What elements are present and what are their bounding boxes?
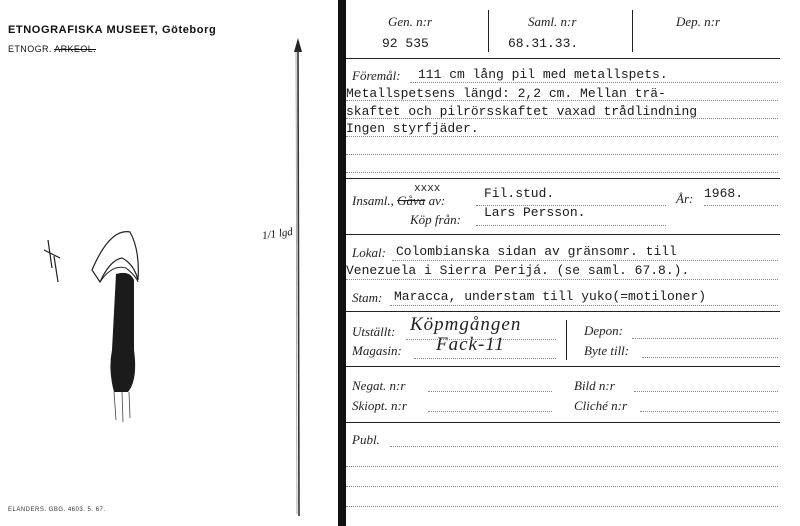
insaml-overtype: xxxx [414, 183, 441, 195]
header-rule [346, 58, 780, 59]
kop-label: Köp från: [410, 212, 461, 227]
stam-label: Stam: [352, 290, 383, 305]
bild-dotline [634, 391, 778, 392]
publ-dotline [346, 506, 778, 507]
insaml-dotline [476, 205, 666, 206]
lokal-line-1: Colombianska sidan av gränsomr. till [396, 244, 677, 259]
utstallt-label: Utställt: [352, 324, 396, 339]
cliche-dotline [640, 411, 778, 412]
skiopt-dotline [428, 411, 552, 412]
insaml-value-2: Lars Persson. [484, 205, 586, 220]
stam-dotline [390, 305, 778, 306]
department-line [8, 44, 96, 54]
ar-label: År: [676, 191, 694, 206]
lokal-dotline [346, 279, 778, 280]
gen-label: Gen. n:r [388, 14, 433, 29]
insaml-rule [346, 234, 780, 235]
arrow-shaft-sketch [290, 38, 310, 518]
foremal-dotline [346, 118, 778, 119]
bild-label: Bild n:r [574, 378, 615, 393]
foremal-dotline [346, 136, 778, 137]
depon-dotline [632, 338, 778, 339]
header-sep-1 [488, 10, 489, 52]
lokal-label: Lokal: [352, 245, 386, 260]
publ-dotline [346, 486, 778, 487]
saml-label: Saml. n:r [528, 14, 577, 29]
foremal-dotline [346, 100, 778, 101]
publ-dotline [390, 446, 778, 447]
dep-label: Dep. n:r [676, 14, 721, 29]
cliche-label: Cliché n:r [574, 398, 628, 413]
length-annotation: 1/1 lgd [261, 225, 294, 243]
gen-value: 92 535 [382, 36, 429, 51]
byte-dotline [642, 357, 778, 358]
stam-rule [346, 311, 780, 312]
insaml-label [352, 193, 445, 209]
dept-prefix: ETNOGR. [8, 44, 52, 54]
insaml-prefix: Insaml., [352, 193, 394, 208]
dept-struck: ARKEOL. [54, 44, 97, 54]
depon-label: Depon: [584, 323, 623, 338]
foremal-dotline [410, 82, 778, 83]
header-sep-2 [632, 10, 633, 52]
foremal-dotline [346, 154, 778, 155]
stam-value: Maracca, understam till yuko(=motiloner) [394, 289, 707, 304]
foremal-rule [346, 178, 780, 179]
printer-imprint: ELANDERS. GBG. 4603. 5. 67. [8, 507, 106, 513]
magasin-label: Magasin: [352, 343, 402, 358]
utstallt-value: Köpmgången [410, 314, 522, 335]
ar-value: 1968. [704, 186, 744, 201]
negat-dotline [428, 391, 552, 392]
insaml-struck: Gåva [397, 193, 426, 208]
foremal-line-1: 111 cm lång pil med metallspets. [418, 67, 668, 82]
publ-label: Publ. [352, 432, 380, 447]
negat-label: Negat. n:r [352, 378, 406, 393]
utstallt-sep [566, 320, 567, 360]
skiopt-label: Skiopt. n:r [352, 398, 407, 413]
museum-name: ETNOGRAFISKA MUSEET, Göteborg [8, 24, 217, 36]
foremal-dotline [346, 172, 778, 173]
ar-dotline [704, 205, 778, 206]
negat-rule [346, 422, 780, 423]
insaml-suffix: av: [428, 193, 446, 208]
arrow-point-sketch [30, 220, 170, 430]
insaml-value-1: Fil.stud. [484, 186, 555, 201]
foremal-line-3: skaftet och pilrörsskaftet vaxad trådlindning [346, 104, 698, 119]
byte-label: Byte till: [584, 343, 630, 358]
kop-dotline [476, 225, 666, 226]
foremal-line-2: Metallspetsens längd: 2,2 cm. Mellan trä- [346, 86, 666, 101]
card-divider [338, 0, 346, 526]
saml-value: 68.31.33. [508, 36, 579, 51]
utstallt-rule [346, 366, 780, 367]
foremal-label: Föremål: [352, 68, 401, 83]
lokal-dotline [392, 260, 778, 261]
foremal-line-4: Ingen styrfjäder. [346, 121, 479, 136]
lokal-line-2: Venezuela i Sierra Perijá. (se saml. 67.8.). [346, 263, 690, 278]
utstallt-dotline [406, 339, 556, 340]
magasin-dotline [414, 358, 556, 359]
publ-dotline [346, 466, 778, 467]
magasin-value: Fack-11 [436, 334, 505, 355]
